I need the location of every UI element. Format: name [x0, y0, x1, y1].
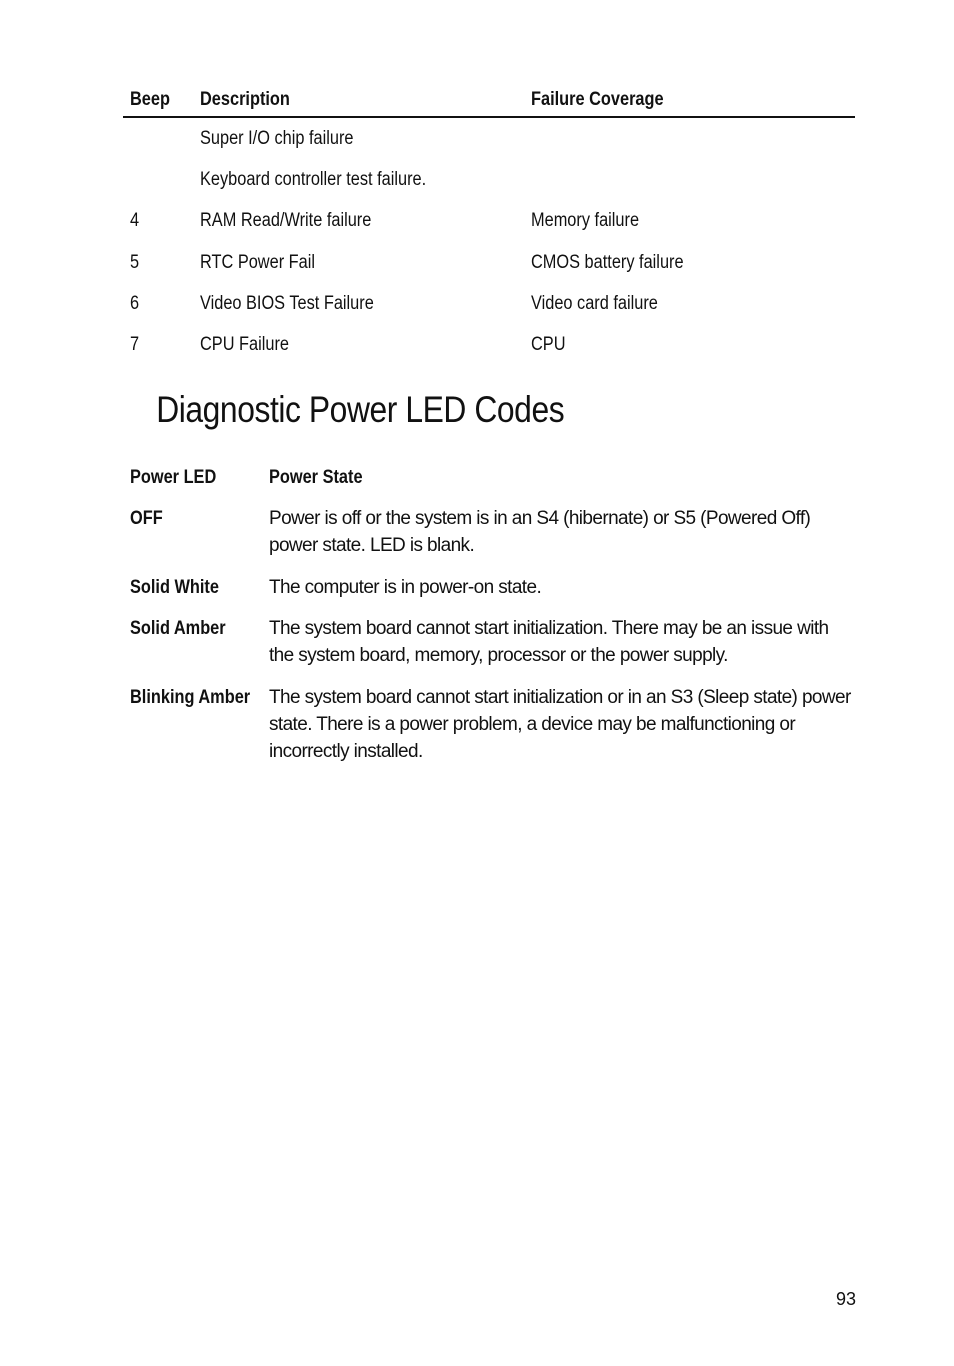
beep-row-description: Super I/O chip failure	[200, 128, 354, 149]
beep-row-description: CPU Failure	[200, 334, 289, 355]
beep-row-code: 7	[130, 334, 140, 355]
beep-row-code: 4	[130, 210, 140, 231]
led-row-state: Power is off or the system is in an S4 (hibernate) or S5 (Powered Off) power state. LED is blank.	[269, 508, 811, 556]
beep-row-description: Video BIOS Test Failure	[200, 293, 374, 314]
beep-row-code: 6	[130, 293, 140, 314]
page-number: 93	[835, 1289, 856, 1309]
beep-row-coverage: Video card failure	[531, 293, 658, 314]
led-row-name: Solid White	[130, 577, 219, 598]
beep-row-coverage: CMOS battery failure	[531, 252, 684, 273]
power-led-header: Power LED	[130, 467, 217, 488]
power-state-header: Power State	[269, 467, 363, 488]
beep-row-description: RAM Read/Write failure	[200, 210, 372, 231]
led-row-name: OFF	[130, 508, 163, 529]
beep-row-coverage: Memory failure	[531, 210, 640, 231]
led-row-name: Blinking Amber	[130, 687, 251, 708]
section-title: Diagnostic Power LED Codes	[156, 389, 565, 430]
beep-row-coverage: CPU	[531, 334, 566, 355]
beep-row-description: Keyboard controller test failure.	[200, 169, 427, 190]
failure-coverage-header: Failure Coverage	[531, 89, 664, 110]
led-row-state: The system board cannot start initialization. There may be an issue with the system board, memory, processor or the power supply.	[269, 618, 829, 666]
led-row-state: The system board cannot start initialization or in an S3 (Sleep state) power state. There is a power problem, a device may be malfunctioning or incorrectly installed.	[269, 687, 851, 762]
beep-row-description: RTC Power Fail	[200, 252, 316, 273]
table-header-rule	[123, 116, 855, 118]
led-row-name: Solid Amber	[130, 618, 226, 639]
led-row-state: The computer is in power-on state.	[269, 577, 542, 598]
beep-row-code: 5	[130, 252, 140, 273]
description-header: Description	[200, 89, 290, 110]
beep-header: Beep	[130, 89, 170, 110]
